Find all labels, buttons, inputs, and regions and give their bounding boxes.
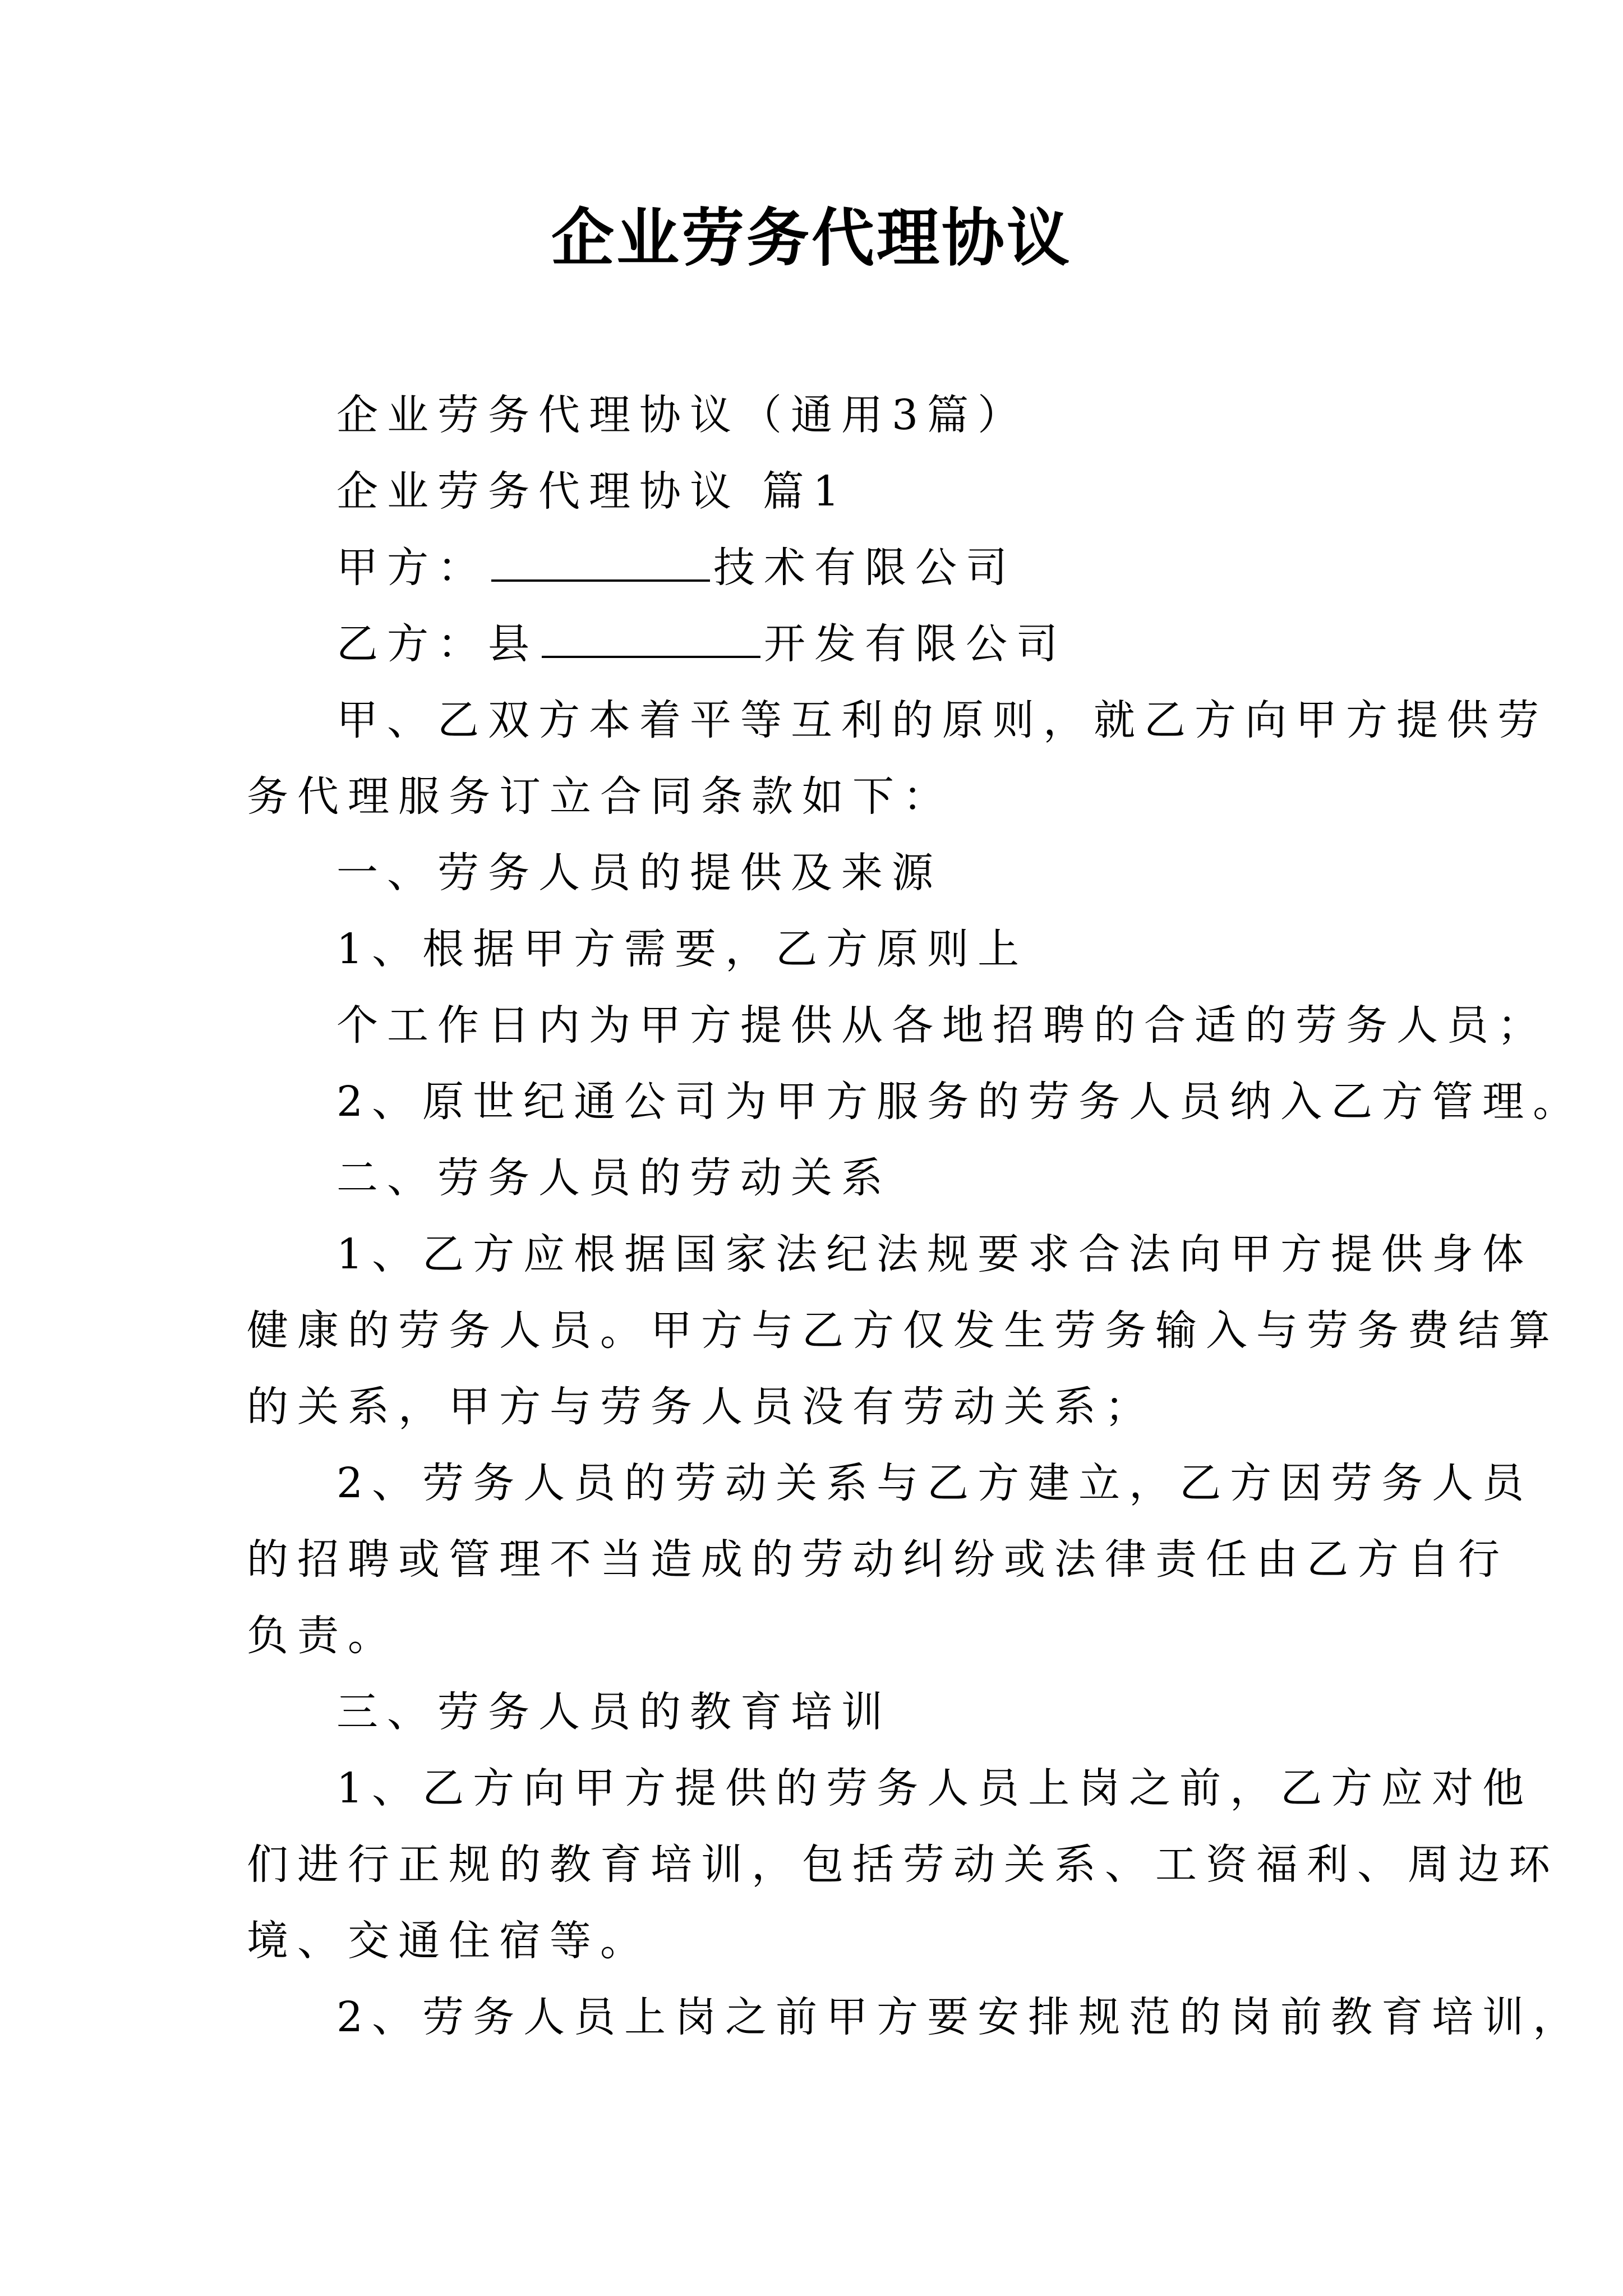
party-a-line (336, 540, 1016, 596)
party-b-blank (542, 621, 760, 658)
paragraph-line: 2、劳务人员的劳动关系与乙方建立，乙方因劳务人员 (336, 1459, 1533, 1507)
party-a-blank (491, 545, 710, 582)
paragraph-line: 2、原世纪通公司为甲方服务的劳务人员纳入乙方管理。 (336, 1078, 1584, 1126)
paragraph-line: 健康的劳务人员。甲方与乙方仅发生劳务输入与劳务费结算 (247, 1306, 1559, 1355)
document-subtitle: 企业劳务代理协议（通用3篇） (336, 391, 1029, 439)
party-a-label: 甲方： (336, 544, 488, 592)
paragraph-line: 个工作日内为甲方提供从各地招聘的合适的劳务人员； (336, 1001, 1548, 1050)
party-b-line (336, 616, 1067, 672)
paragraph-line: 的招聘或管理不当造成的劳动纠纷或法律责任由乙方自行 (247, 1535, 1509, 1584)
paragraph-line: 2、劳务人员上岗之前甲方要安排规范的岗前教育培训， (336, 1993, 1584, 2041)
document-title: 企业劳务代理协议 (551, 201, 1072, 275)
clause-heading-1: 一、劳务人员的提供及来源 (336, 849, 942, 897)
paragraph-line: 负责。 (247, 1612, 398, 1660)
party-a-suffix: 技术有限公司 (713, 544, 1016, 592)
paragraph-line: 境、交通住宿等。 (247, 1917, 651, 1965)
party-b-suffix: 开发有限公司 (764, 620, 1067, 668)
paragraph-line: 们进行正规的教育培训，包括劳动关系、工资福利、周边环 (247, 1841, 1559, 1889)
clause-heading-2: 二、劳务人员的劳动关系 (336, 1154, 892, 1202)
clause-heading-3: 三、劳务人员的教育培训 (336, 1688, 892, 1736)
paragraph-line: 1、乙方应根据国家法纪法规要求合法向甲方提供身体 (336, 1230, 1533, 1278)
section-heading: 企业劳务代理协议 篇1 (336, 467, 849, 516)
party-b-label: 乙方：县 (336, 620, 538, 668)
paragraph-line: 甲、乙双方本着平等互利的原则，就乙方向甲方提供劳 (336, 696, 1548, 744)
paragraph-line: 1、乙方向甲方提供的劳务人员上岗之前，乙方应对他 (336, 1764, 1533, 1812)
paragraph-line: 务代理服务订立合同条款如下： (247, 772, 953, 821)
paragraph-line: 1、根据甲方需要，乙方原则上 (336, 925, 1029, 973)
paragraph-line: 的关系，甲方与劳务人员没有劳动关系； (247, 1383, 1155, 1431)
